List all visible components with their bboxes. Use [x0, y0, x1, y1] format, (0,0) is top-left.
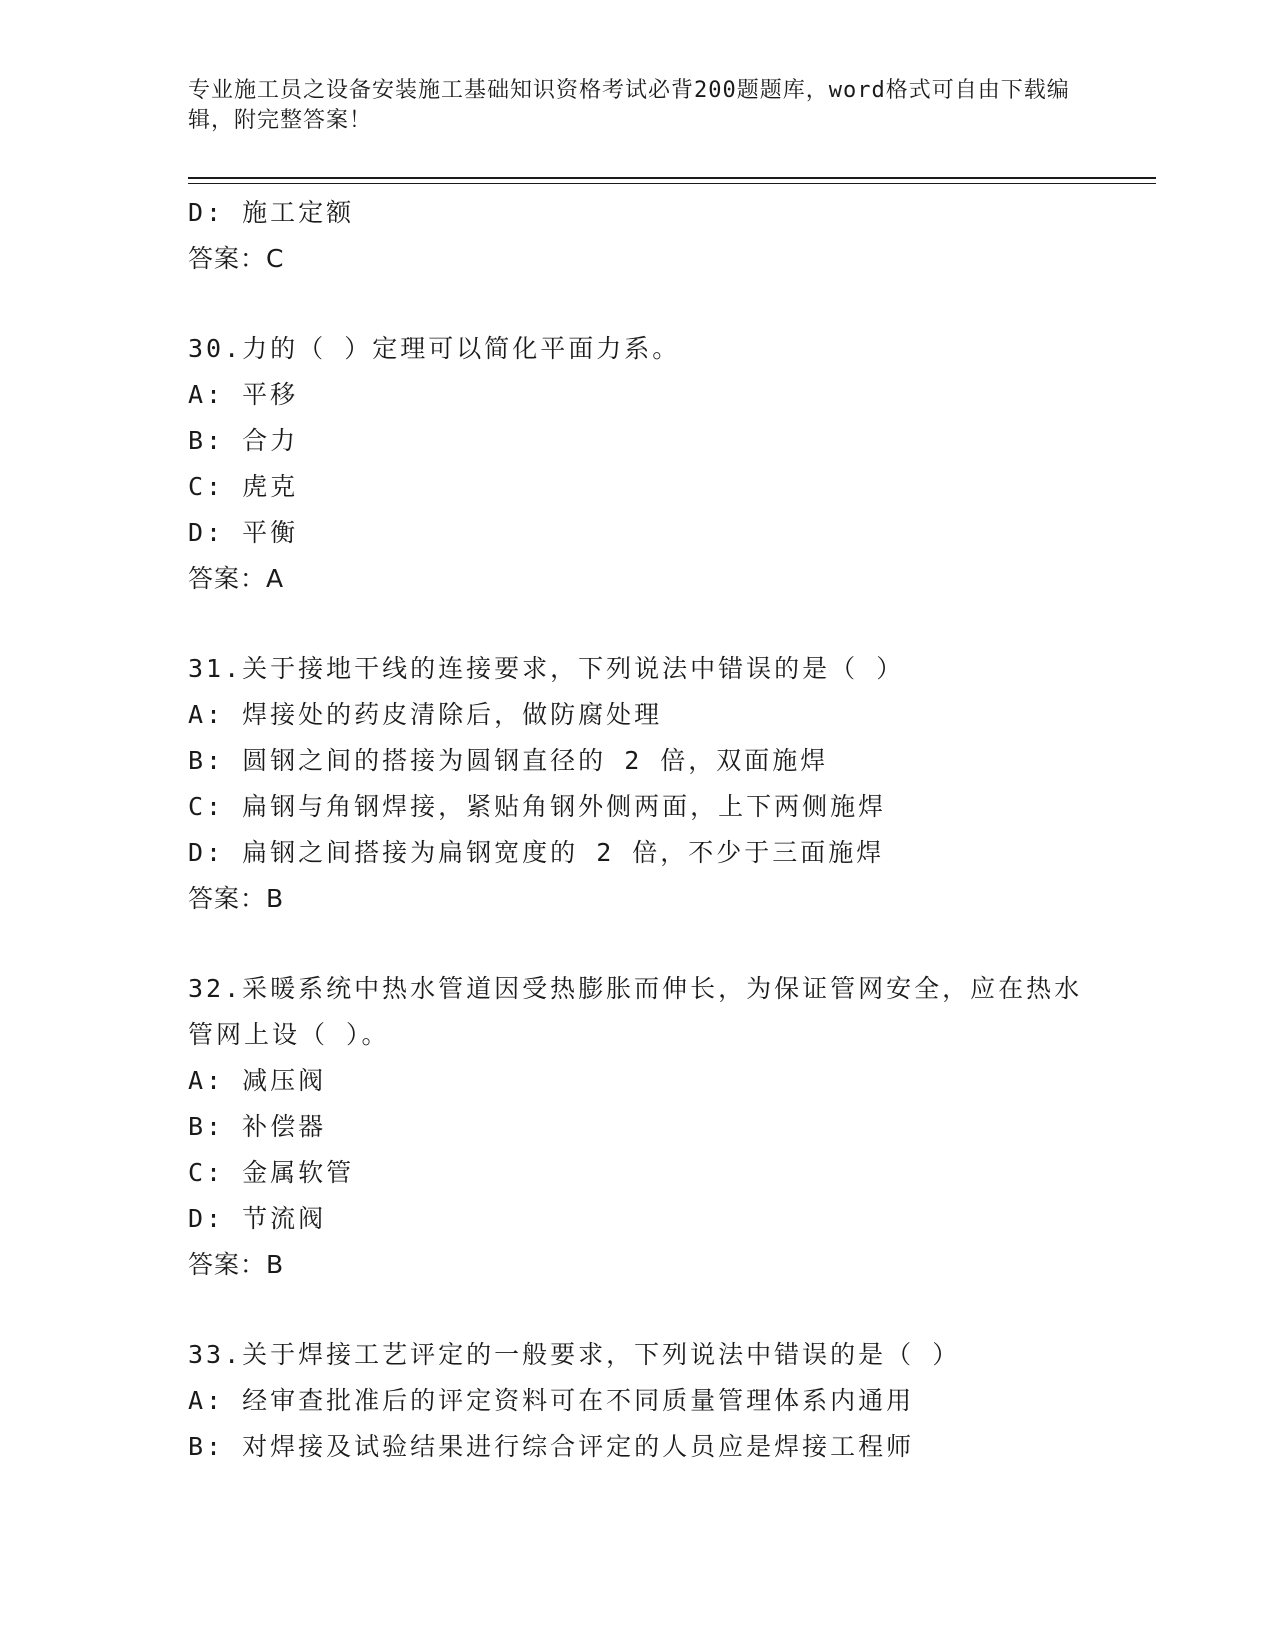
header-divider-thick	[188, 177, 1156, 179]
option-a: A: 平移	[188, 380, 299, 409]
question-32	[188, 966, 1088, 1288]
question-stem: 32.采暖系统中热水管道因受热膨胀而伸长，为保证管网安全，应在热水管网上设（ ）。	[188, 974, 1083, 1049]
option-d: D: 平衡	[188, 518, 299, 547]
document-header-title: 专业施工员之设备安装施工基础知识资格考试必背200题题库，word格式可自由下载编辑，附完整答案！	[188, 78, 1070, 133]
question-33	[188, 1332, 1088, 1470]
question-stem: 30.力的（ ）定理可以简化平面力系。	[188, 334, 681, 363]
answer-line: 答案：C	[188, 244, 285, 273]
option-c: C: 扁钢与角钢焊接，紧贴角钢外侧两面，上下两侧施焊	[188, 792, 887, 821]
spacer	[188, 1288, 1088, 1332]
answer-line: 答案：B	[188, 1250, 285, 1279]
question-list	[188, 190, 1088, 1470]
question-30	[188, 326, 1088, 602]
question-stem: 33.关于焊接工艺评定的一般要求，下列说法中错误的是（ ）	[188, 1340, 961, 1369]
question-29-tail	[188, 190, 1088, 282]
spacer	[188, 282, 1088, 326]
option-a: A: 经审查批准后的评定资料可在不同质量管理体系内通用	[188, 1386, 915, 1415]
spacer	[188, 922, 1088, 966]
option-d: D: 扁钢之间搭接为扁钢宽度的 2 倍，不少于三面施焊	[188, 838, 885, 867]
option-a: A: 减压阀	[188, 1066, 327, 1095]
option-b: B: 补偿器	[188, 1112, 327, 1141]
option-d: D: 节流阀	[188, 1204, 327, 1233]
option-d: D: 施工定额	[188, 198, 355, 227]
answer-line: 答案：B	[188, 884, 285, 913]
spacer	[188, 602, 1088, 646]
option-b: B: 对焊接及试验结果进行综合评定的人员应是焊接工程师	[188, 1432, 915, 1461]
option-c: C: 金属软管	[188, 1158, 355, 1187]
option-b: B: 合力	[188, 426, 299, 455]
option-a: A: 焊接处的药皮清除后，做防腐处理	[188, 700, 663, 729]
header-divider-thin	[188, 183, 1156, 184]
option-c: C: 虎克	[188, 472, 299, 501]
answer-line: 答案：A	[188, 564, 285, 593]
question-stem: 31.关于接地干线的连接要求，下列说法中错误的是（ ）	[188, 654, 905, 683]
option-b: B: 圆钢之间的搭接为圆钢直径的 2 倍，双面施焊	[188, 746, 829, 775]
question-31	[188, 646, 1088, 922]
